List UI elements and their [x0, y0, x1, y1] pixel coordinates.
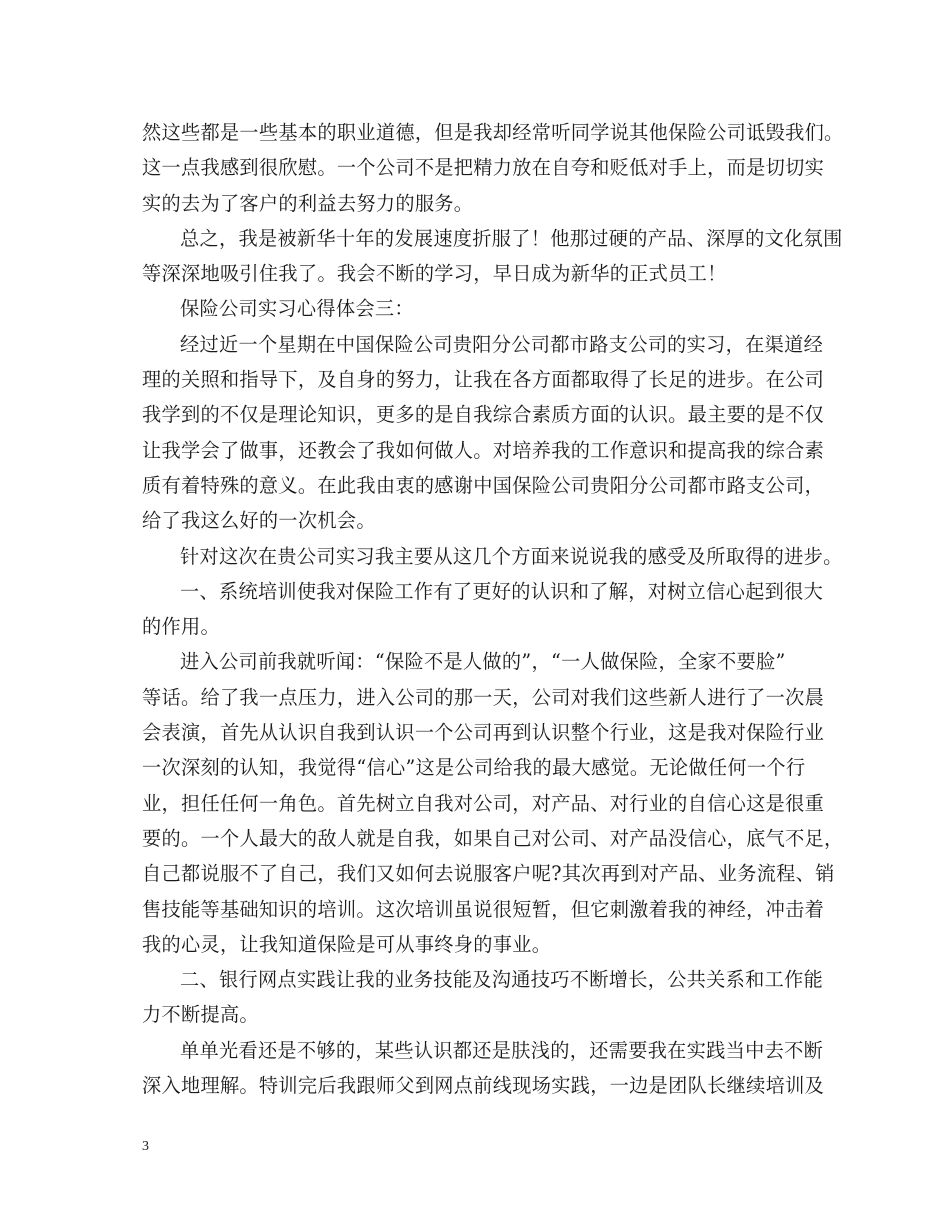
text-line: 售技能等基础知识的培训。这次培训虽说很短暂，但它刺激着我的神经，冲击着 — [142, 897, 825, 921]
text-line: 力不断提高。 — [142, 1003, 259, 1027]
text-line: 质有着特殊的意义。在此我由衷的感谢中国保险公司贵阳分公司都市路支公司， — [142, 473, 825, 497]
text-line: 自己都说服不了自己，我们又如何去说服客户呢?其次再到对产品、业务流程、销 — [142, 862, 835, 886]
body-text — [142, 115, 844, 1103]
text-line: 我的心灵，让我知道保险是可从事终身的事业。 — [142, 932, 552, 956]
text-line: 一次深刻的认知，我觉得“信心”这是公司给我的最大感觉。无论做任何一个行 — [142, 756, 806, 780]
page-number: 3 — [142, 1139, 149, 1154]
text-line: 理的关照和指导下，及自身的努力，让我在各方面都取得了长足的进步。在公司 — [142, 368, 825, 392]
text-line: 要的。一个人最大的敌人就是自我，如果自己对公司、对产品没信心，底气不足， — [142, 826, 844, 850]
text-line: 会表演，首先从认识自我到认识一个公司再到认识整个行业，这是我对保险行业 — [142, 721, 825, 745]
text-line: 进入公司前我就听闻：“保险不是人做的”，“一人做保险，全家不要脸” — [180, 650, 786, 674]
text-line: 保险公司实习心得体会三： — [180, 297, 414, 321]
text-line: 我学到的不仅是理论知识，更多的是自我综合素质方面的认识。最主要的是不仅 — [142, 403, 825, 427]
text-line: 经过近一个星期在中国保险公司贵阳分公司都市路支公司的实习，在渠道经 — [180, 332, 824, 356]
text-line: 的作用。 — [142, 615, 220, 639]
text-line: 让我学会了做事，还教会了我如何做人。对培养我的工作意识和提高我的综合素 — [142, 438, 825, 462]
text-line: 给了我这么好的一次机会。 — [142, 509, 376, 533]
text-line: 这一点我感到很欣慰。一个公司不是把精力放在自夸和贬低对手上，而是切切实 — [142, 156, 825, 180]
text-line: 一、系统培训使我对保险工作有了更好的认识和了解，对树立信心起到很大 — [180, 579, 824, 603]
text-line: 实的去为了客户的利益去努力的服务。 — [142, 191, 474, 215]
text-line: 总之，我是被新华十年的发展速度折服了！他那过硬的产品、深厚的文化氛围 — [180, 226, 843, 250]
text-line: 等话。给了我一点压力，进入公司的那一天，公司对我们这些新人进行了一次晨 — [142, 685, 825, 709]
text-line: 单单光看还是不够的，某些认识都还是肤浅的，还需要我在实践当中去不断 — [180, 1038, 824, 1062]
text-line: 业，担任任何一角色。首先树立自我对公司，对产品、对行业的自信心这是很重 — [142, 791, 825, 815]
text-line: 二、银行网点实践让我的业务技能及沟通技巧不断增长，公共关系和工作能 — [180, 968, 824, 992]
text-line: 针对这次在贵公司实习我主要从这几个方面来说说我的感受及所取得的进步。 — [180, 544, 843, 568]
text-line: 深入地理解。特训完后我跟师父到网点前线现场实践，一边是团队长继续培训及 — [142, 1074, 825, 1098]
text-line: 然这些都是一些基本的职业道德，但是我却经常听同学说其他保险公司诋毁我们。 — [142, 121, 844, 144]
text-line: 等深深地吸引住我了。我会不断的学习，早日成为新华的正式员工！ — [142, 262, 727, 286]
